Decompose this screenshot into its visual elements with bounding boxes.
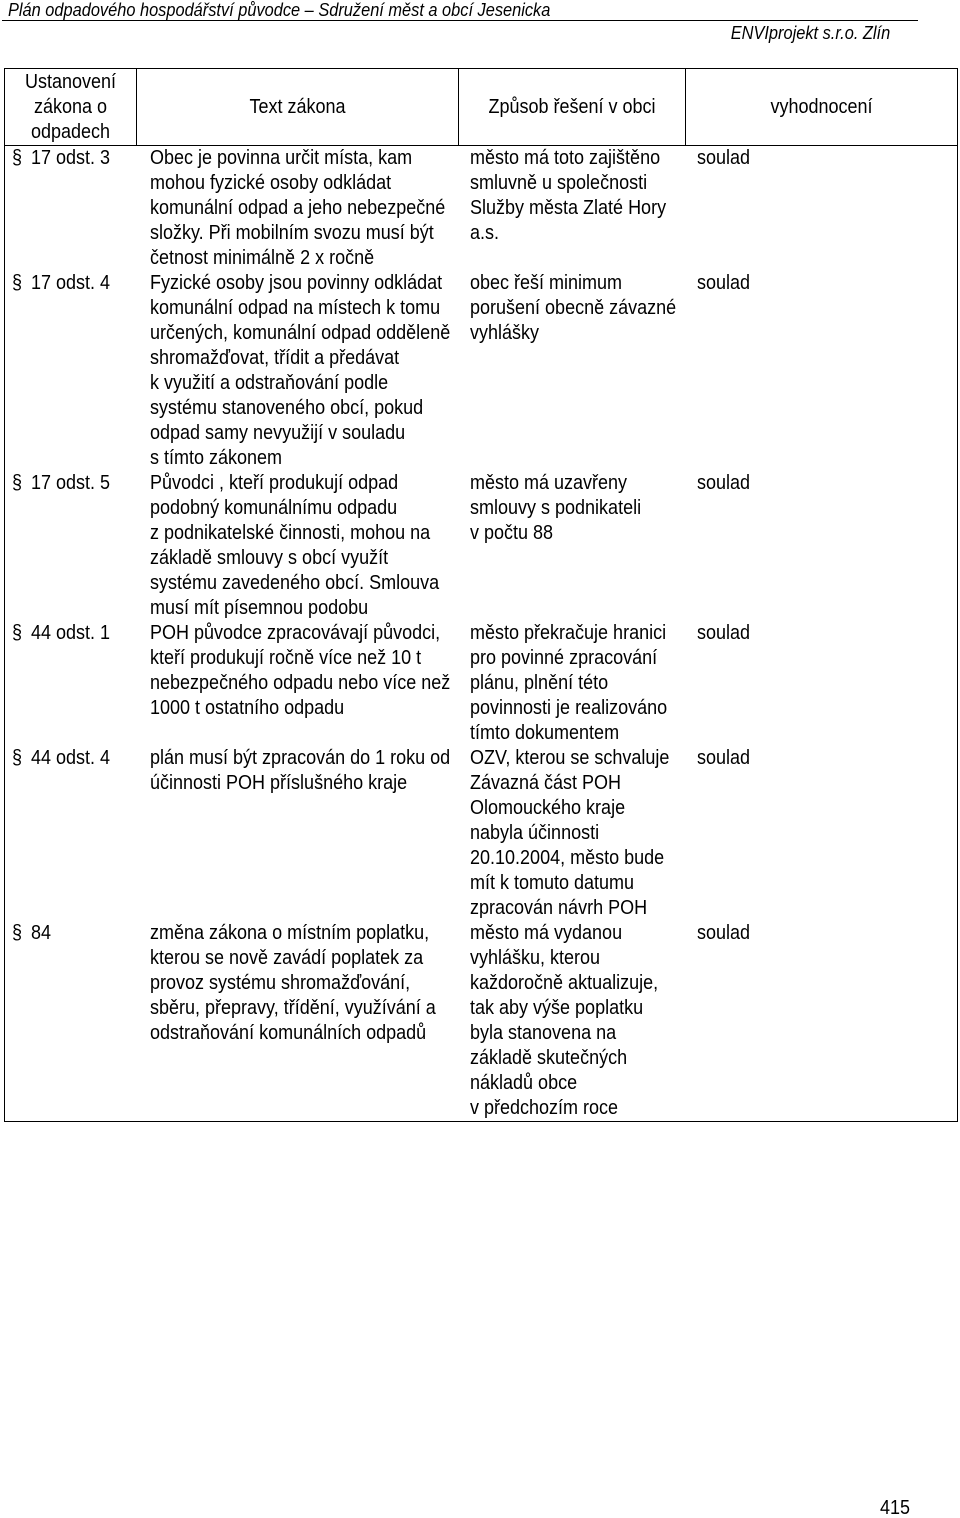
law-text-line: Obec je povinna určit místa, kam xyxy=(150,147,413,169)
section-symbol: § xyxy=(12,147,23,169)
provision-cell xyxy=(5,746,137,921)
law-text-line: shromažďovat, třídit a předávat xyxy=(150,347,400,369)
law-text-line: kterou se nově zavádí poplatek za xyxy=(150,947,424,969)
section-symbol: § xyxy=(12,922,23,944)
column-header-line: odpadech xyxy=(30,120,111,143)
table-row xyxy=(5,746,957,921)
law-text-line: Původci , kteří produkují odpad xyxy=(150,472,399,494)
solution-line: vyhlášky xyxy=(470,322,540,344)
law-text-line: četnost minimálně 2 x ročně xyxy=(150,247,375,269)
section-symbol: § xyxy=(12,622,23,644)
section-symbol: § xyxy=(12,472,23,494)
solution-line: a.s. xyxy=(470,222,500,244)
solution-line: nabyla účinnosti xyxy=(470,822,600,844)
header-company: ENVIprojekt s.r.o. Zlín xyxy=(730,23,890,43)
law-text-line: základě smlouvy s obcí využít xyxy=(150,547,389,569)
law-text-line: komunální odpad a jeho nebezpečné xyxy=(150,197,446,219)
evaluation-label: soulad xyxy=(697,472,751,494)
provision-label: 44 odst. 4 xyxy=(31,747,111,769)
law-text-line: musí mít písemnou podobu xyxy=(150,597,369,619)
column-header-provision xyxy=(5,69,137,145)
law-text-line: nebezpečného odpadu nebo více než xyxy=(150,672,451,694)
table-row xyxy=(5,146,957,271)
table-row xyxy=(5,621,957,746)
solution-line: obec řeší minimum xyxy=(470,272,623,294)
table-row xyxy=(5,271,957,471)
law-text-line: odstraňování komunálních odpadů xyxy=(150,1022,427,1044)
section-symbol: § xyxy=(12,272,23,294)
provision-label: 17 odst. 3 xyxy=(31,147,111,169)
law-text-line: změna zákona o místním poplatku, xyxy=(150,922,430,944)
law-text-line: komunální odpad na místech k tomu xyxy=(150,297,441,319)
solution-line: v počtu 88 xyxy=(470,522,554,544)
evaluation-cell xyxy=(686,146,957,271)
column-header-line: Způsob řešení v obci xyxy=(488,95,656,118)
header-rule xyxy=(2,20,918,21)
evaluation-label: soulad xyxy=(697,272,751,294)
law-text-cell xyxy=(137,471,459,621)
law-text-line: podobný komunálnímu odpadu xyxy=(150,497,398,519)
law-text-line: kteří produkují ročně více než 10 t xyxy=(150,647,422,669)
provision-cell xyxy=(5,621,137,746)
evaluation-label: soulad xyxy=(697,622,751,644)
provision-label: 17 odst. 5 xyxy=(31,472,111,494)
law-compliance-table xyxy=(4,68,958,1122)
solution-line: pro povinné zpracování xyxy=(470,647,658,669)
solution-line: tak aby výše poplatku xyxy=(470,997,644,1019)
evaluation-label: soulad xyxy=(697,747,751,769)
law-text-line: z podnikatelské činnosti, mohou na xyxy=(150,522,431,544)
column-header-line: Ustanovení xyxy=(24,70,117,93)
law-text-cell xyxy=(137,271,459,471)
solution-line: OZV, kterou se schvaluje xyxy=(470,747,670,769)
page-number: 415 xyxy=(880,1497,911,1518)
evaluation-label: soulad xyxy=(697,922,751,944)
solution-cell xyxy=(459,746,686,921)
law-text-line: k využití a odstraňování podle xyxy=(150,372,389,394)
table-row xyxy=(5,471,957,621)
solution-line: tímto dokumentem xyxy=(470,722,620,744)
solution-cell xyxy=(459,146,686,271)
solution-cell xyxy=(459,921,686,1121)
solution-line: byla stanovena na xyxy=(470,1022,617,1044)
column-header-line: zákona o xyxy=(33,95,108,118)
provision-cell xyxy=(5,471,137,621)
law-text-line: s tímto zákonem xyxy=(150,447,283,469)
header-title: Plán odpadového hospodářství původce – Sdružení měst a obcí Jesenicka xyxy=(8,0,551,20)
column-header-line: vyhodnocení xyxy=(770,95,873,118)
provision-cell xyxy=(5,921,137,1121)
law-text-line: POH původce zpracovávají původci, xyxy=(150,622,441,644)
section-symbol: § xyxy=(12,747,23,769)
column-header-evaluation xyxy=(686,69,957,145)
solution-line: v předchozím roce xyxy=(470,1097,619,1119)
law-text-line: účinnosti POH příslušného kraje xyxy=(150,772,408,794)
provision-label: 84 xyxy=(31,922,52,944)
law-text-cell xyxy=(137,746,459,921)
solution-line: 20.10.2004, město bude xyxy=(470,847,665,869)
law-text-cell xyxy=(137,921,459,1121)
solution-line: Služby města Zlaté Hory xyxy=(470,197,667,219)
solution-line: povinnosti je realizováno xyxy=(470,697,668,719)
solution-line: každoročně aktualizuje, xyxy=(470,972,659,994)
law-text-line: provoz systému shromažďování, xyxy=(150,972,411,994)
solution-line: Závazná část POH xyxy=(470,772,622,794)
solution-line: smluvně u společnosti xyxy=(470,172,648,194)
law-text-cell xyxy=(137,621,459,746)
provision-label: 17 odst. 4 xyxy=(31,272,111,294)
solution-line: město překračuje hranici xyxy=(470,622,667,644)
law-text-line: mohou fyzické osoby odkládat xyxy=(150,172,392,194)
evaluation-cell xyxy=(686,271,957,471)
column-header-solution xyxy=(459,69,686,145)
solution-line: zpracován návrh POH xyxy=(470,897,648,919)
solution-cell xyxy=(459,471,686,621)
solution-line: smlouvy s podnikateli xyxy=(470,497,642,519)
solution-line: základě skutečných xyxy=(470,1047,628,1069)
solution-line: nákladů obce xyxy=(470,1072,578,1094)
evaluation-cell xyxy=(686,471,957,621)
law-text-line: Fyzické osoby jsou povinny odkládat xyxy=(150,272,443,294)
solution-line: město má toto zajištěno xyxy=(470,147,661,169)
column-header-line: Text zákona xyxy=(249,95,346,118)
provision-cell xyxy=(5,271,137,471)
solution-cell xyxy=(459,621,686,746)
provision-label: 44 odst. 1 xyxy=(31,622,111,644)
law-text-line: odpad samy nevyužijí v souladu xyxy=(150,422,406,444)
law-text-line: složky. Při mobilním svozu musí být xyxy=(150,222,434,244)
solution-line: vyhlášku, kterou xyxy=(470,947,601,969)
evaluation-label: soulad xyxy=(697,147,751,169)
solution-line: Olomouckého kraje xyxy=(470,797,626,819)
solution-cell xyxy=(459,271,686,471)
column-header-law-text xyxy=(137,69,459,145)
law-text-line: 1000 t ostatního odpadu xyxy=(150,697,345,719)
solution-line: město má vydanou xyxy=(470,922,623,944)
provision-cell xyxy=(5,146,137,271)
table-body xyxy=(5,146,957,1121)
solution-line: město má uzavřeny xyxy=(470,472,628,494)
solution-line: porušení obecně závazné xyxy=(470,297,677,319)
table-header-row xyxy=(5,69,957,146)
law-text-line: plán musí být zpracován do 1 roku od xyxy=(150,747,451,769)
solution-line: plánu, plnění této xyxy=(470,672,609,694)
law-text-line: sběru, přepravy, třídění, využívání a xyxy=(150,997,436,1019)
table-row xyxy=(5,921,957,1121)
evaluation-cell xyxy=(686,746,957,921)
law-text-line: systému stanoveného obcí, pokud xyxy=(150,397,424,419)
law-text-line: systému zavedeného obcí. Smlouva xyxy=(150,572,440,594)
evaluation-cell xyxy=(686,621,957,746)
law-text-line: určených, komunální odpad odděleně xyxy=(150,322,451,344)
law-text-cell xyxy=(137,146,459,271)
solution-line: mít k tomuto datumu xyxy=(470,872,635,894)
evaluation-cell xyxy=(686,921,957,1121)
